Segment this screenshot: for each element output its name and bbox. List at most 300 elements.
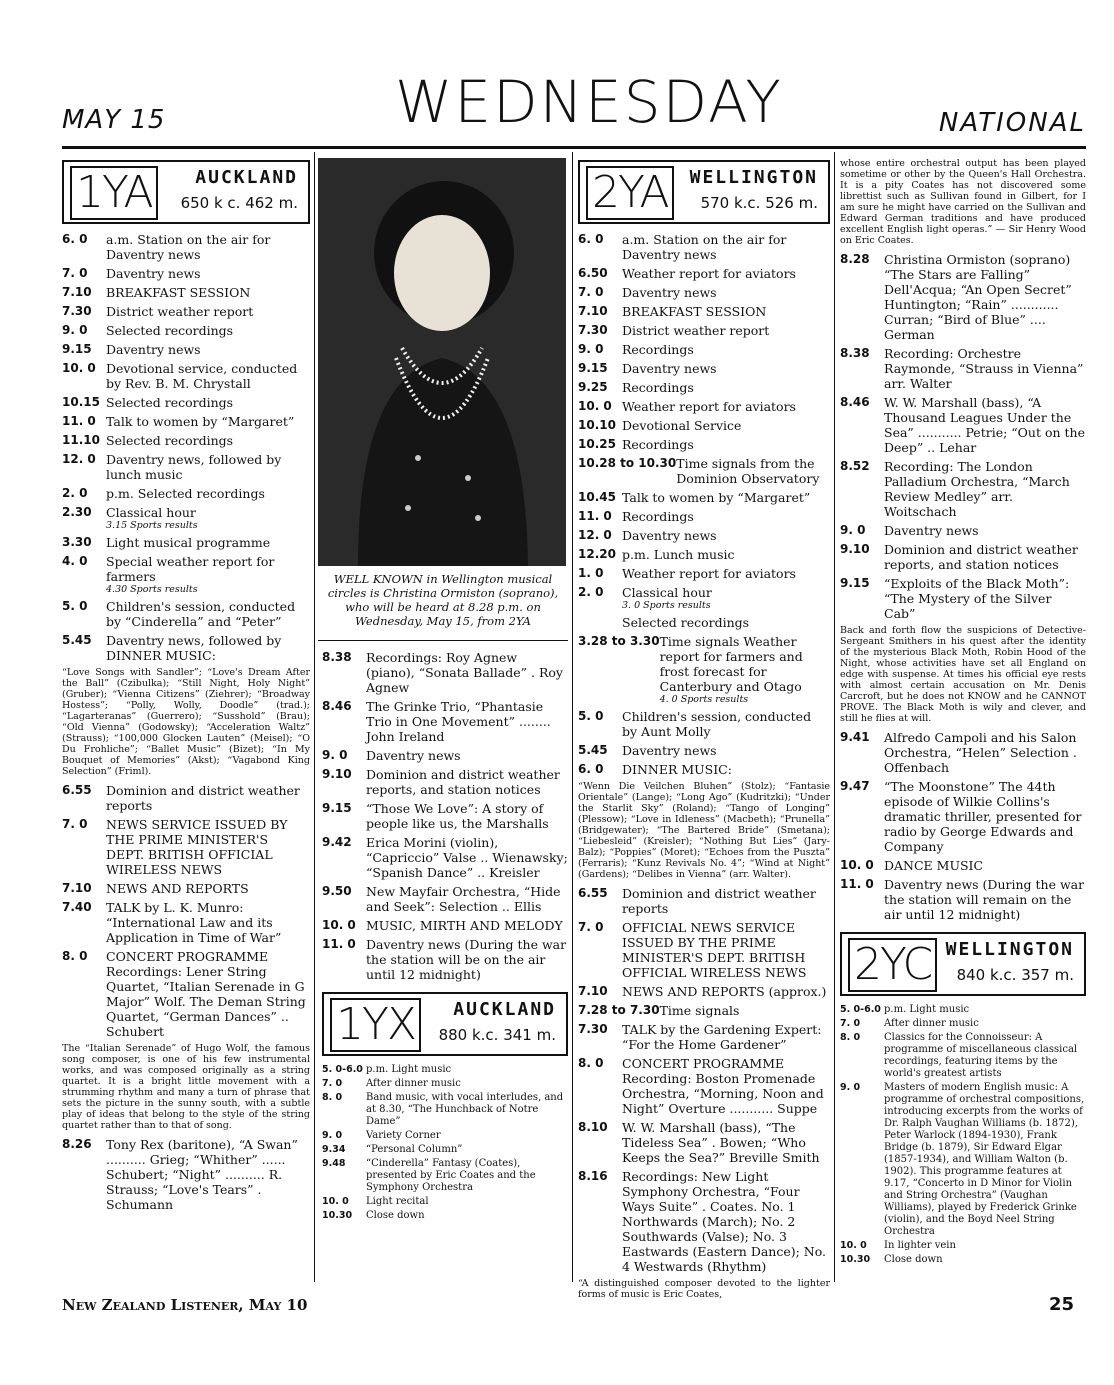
programme-entry	[578, 1022, 830, 1052]
entry-text	[106, 395, 310, 410]
entry-text-main: Alfredo Campoli and his Salon Orchestra, “Helen” Selection . Offenbach	[884, 730, 1077, 775]
entry-time: 5.45	[62, 633, 92, 647]
programme-entry	[322, 650, 568, 695]
programme-entry	[840, 1018, 1086, 1030]
entry-text-main: CONCERT PROGRAMME Recordings: Lener String Quartet, “Italian Serenade in G Major” Wolf. The Deman String Quartet, “German Dances” .. Schubert	[106, 949, 306, 1039]
programme-entry	[578, 1003, 830, 1018]
entry-text-main: Selected recordings	[622, 615, 750, 630]
programme-entry	[62, 1137, 310, 1212]
station-call: 2YA	[586, 166, 674, 220]
entry-text-main: Selected recordings	[106, 433, 234, 448]
programme-entry	[62, 323, 310, 338]
entry-text	[366, 1064, 568, 1076]
entry-time: 2.30	[62, 505, 92, 519]
entry-time: 2. 0	[62, 486, 88, 500]
entry-text	[622, 266, 830, 281]
entry-text	[622, 743, 830, 758]
entry-text	[622, 886, 830, 916]
programme-entry	[578, 266, 830, 281]
station-call: 1YA	[70, 166, 158, 220]
header-date: MAY 15	[62, 105, 166, 135]
entry-text	[884, 459, 1086, 519]
entry-text-main: Dominion and district weather reports	[106, 783, 300, 813]
entry-text-main: After dinner music	[884, 1018, 979, 1029]
programme-entry	[578, 762, 830, 777]
programme-entry	[578, 380, 830, 395]
entry-text	[366, 1144, 568, 1156]
programme-entry	[578, 418, 830, 433]
entry-text	[622, 984, 830, 999]
programme-entry	[62, 361, 310, 391]
entry-text-main: Daventry news	[106, 266, 201, 281]
entry-time: 6.55	[62, 783, 92, 797]
station-box-1yx	[322, 992, 568, 1056]
entry-text	[366, 1210, 568, 1222]
entry-time: 11. 0	[322, 937, 356, 951]
programme-entry	[62, 285, 310, 300]
entry-text	[366, 918, 568, 933]
programme-entry	[62, 395, 310, 410]
programme-entry	[578, 615, 830, 630]
entry-time: 9.48	[322, 1158, 346, 1169]
entry-time: 10.15	[62, 395, 100, 409]
entry-time: 10.10	[578, 418, 616, 432]
entry-text-main: District weather report	[622, 323, 770, 338]
entry-time: 8. 0	[578, 1056, 604, 1070]
entry-text	[622, 490, 830, 505]
entry-time: 10. 0	[578, 399, 612, 413]
entry-text-main: In lighter vein	[884, 1240, 956, 1251]
programme-entry	[322, 1064, 568, 1076]
entry-text-main: TALK by the Gardening Expert: “For the Home Gardener”	[622, 1022, 822, 1052]
programme-entry	[62, 599, 310, 629]
entry-time: 5. 0-6.0	[840, 1004, 881, 1015]
entry-time: 11. 0	[840, 877, 874, 891]
programme-entry	[578, 634, 830, 705]
entry-text-main: Daventry news	[622, 361, 717, 376]
entry-text	[366, 699, 568, 744]
entry-text-main: Daventry news	[884, 523, 979, 538]
entry-text-main: After dinner music	[366, 1078, 461, 1089]
entry-text	[106, 452, 310, 482]
entry-text-main: Selected recordings	[106, 323, 234, 338]
entry-text	[622, 1169, 830, 1274]
dinner-note: “Love Songs with Sandler”; “Love's Dream After the Ball” (Czibulka); “Still Night, Holy Night” (Gruber); “Vienna Citizens” (Ziehrer); “Broadway Hostess”; “Polly, Wolly, Doodle” (trad.); “Lagarteranas” (Guerrero); “Susshold” (Brau); “Old Vienna” (Godowsky); “Acceleration Waltz” (Strauss); “100,000 Glocken Lauten” (Meisel); “O Du Frohliche”; “Ballet Music” (Bizet); “In My Bouquet of Memories” (Akst); “Vagabond King Selection” (Friml).	[62, 667, 310, 777]
entry-text-main: Dominion and district weather reports	[622, 886, 816, 916]
entry-text-main: a.m. Station on the air for Daventry news	[106, 232, 271, 262]
entry-text-main: Recordings	[622, 380, 694, 395]
programme-entry	[578, 490, 830, 505]
programme-entry	[840, 877, 1086, 922]
programme-entry	[840, 779, 1086, 854]
entry-text	[106, 342, 310, 357]
station-box-1ya	[62, 160, 310, 224]
entry-text-main: Devotional service, conducted by Rev. B. M. Chrystall	[106, 361, 298, 391]
programme-entry	[578, 323, 830, 338]
entry-text	[622, 509, 830, 524]
programme-entry	[840, 252, 1086, 342]
entry-text	[106, 323, 310, 338]
entry-text-main: Weather report for aviators	[622, 266, 796, 281]
entry-text-main: BREAKFAST SESSION	[622, 304, 767, 319]
entry-text-main: Daventry news	[106, 342, 201, 357]
programme-entry	[322, 1130, 568, 1142]
entry-text	[884, 1254, 1086, 1266]
programme-entry	[578, 984, 830, 999]
entry-text-main: W. W. Marshall (bass), “The Tideless Sea” . Bowen; “Who Keeps the Sea?” Breville Smith	[622, 1120, 820, 1165]
entry-text	[676, 456, 830, 486]
station-freq: 880 k.c. 341 m.	[438, 1026, 556, 1044]
entry-time: 9.25	[578, 380, 608, 394]
entry-text-main: Classical hour	[106, 505, 196, 520]
entry-text-main: Daventry news (During the war the station will remain on the air until 12 midnight)	[884, 877, 1085, 922]
entry-text	[106, 554, 310, 595]
entry-text	[622, 615, 830, 630]
entry-text	[660, 1003, 830, 1018]
entry-time: 6.50	[578, 266, 608, 280]
entry-time	[578, 615, 622, 630]
entry-text-main: Christina Ormiston (soprano) “The Stars are Falling” Dell'Acqua; “An Open Secret” Huntington; “Rain” ............ Curran; “Bird of Blue” .... German	[884, 252, 1072, 342]
entry-text-main: Devotional Service	[622, 418, 742, 433]
programme-entry	[62, 342, 310, 357]
entry-text-main: Recordings: Roy Agnew (piano), “Sonata Ballade” . Roy Agnew	[366, 650, 563, 695]
entry-text-main: Daventry news	[622, 743, 717, 758]
column-divider	[572, 152, 573, 1282]
programme-entry	[322, 835, 568, 880]
entry-text	[106, 535, 310, 550]
entry-text	[106, 1137, 310, 1212]
station-city: AUCKLAND	[195, 167, 298, 188]
entry-time: 9.50	[322, 884, 352, 898]
entry-subnote: 3.15 Sports results	[106, 520, 198, 531]
photo-caption: WELL KNOWN in Wellington musical circles is Christina Ormiston (soprano), who will be heard at 8.28 p.m. on Wednesday, May 15, from 2YA	[327, 572, 559, 628]
entry-time: 7.10	[62, 881, 92, 895]
station-box-2ya	[578, 160, 830, 224]
dinner-note: “Wenn Die Veilchen Bluhen” (Stolz); “Fantasie Orientale” (Lange); “Long Ago” (Kudritzki); “Under the Starlit Sky” (Roland); “Tango of Longing” (Plessow); “Love in Idleness” (Macbeth); “Prunella” (Bridgewater); “The Bartered Bride” (Smetana); “Liebesleid” (Kreisler); “Nothing But Lies” (Jary-Balz); “Poppies” (Moret); “Echoes from the Puszta” (Ferraris); “Kunz Revivals No. 4”; “Wind at Night” (Gardens); “Delibes in Vienna” (arr. Walter).	[578, 781, 830, 880]
entry-text	[884, 779, 1086, 854]
entry-time: 12. 0	[62, 452, 96, 466]
entry-time: 9.15	[322, 801, 352, 815]
entry-text-main: Selected recordings	[106, 395, 234, 410]
entry-text	[106, 361, 310, 391]
entry-time: 9. 0	[578, 342, 604, 356]
entry-text	[366, 1130, 568, 1142]
entry-text-main: “Exploits of the Black Moth”: “The Mystery of the Silver Cab”	[884, 576, 1070, 621]
entry-text	[106, 232, 310, 262]
footer-page-number: 25	[1048, 1294, 1074, 1315]
entry-time: 9. 0	[62, 323, 88, 337]
entry-text	[106, 881, 310, 896]
entry-time: 10. 0	[322, 918, 356, 932]
entry-text-main: Daventry news, followed by DINNER MUSIC:	[106, 633, 282, 663]
programme-entry	[578, 509, 830, 524]
programme-entry	[62, 633, 310, 663]
entry-text-main: Recordings	[622, 437, 694, 452]
programme-entry	[578, 1056, 830, 1116]
entry-time: 7. 0	[62, 817, 88, 831]
entry-time: 8.52	[840, 459, 870, 473]
entry-subnote: 3. 0 Sports results	[622, 600, 711, 611]
entry-text	[366, 1196, 568, 1208]
programme-entry	[322, 937, 568, 982]
entry-text-main: Children's session, conducted by Aunt Molly	[622, 709, 812, 739]
portrait-photo	[318, 158, 566, 566]
entry-text-main: Dominion and district weather reports, and station notices	[884, 542, 1078, 572]
programme-entry	[322, 884, 568, 914]
programme-entry	[578, 399, 830, 414]
programme-entry	[62, 949, 310, 1039]
entry-text-main: Children's session, conducted by “Cinderella” and “Peter”	[106, 599, 296, 629]
entry-text-main: TALK by L. K. Munro: “International Law and its Application in Time of War”	[106, 900, 282, 945]
entry-time: 10. 0	[840, 858, 874, 872]
header-day: WEDNESDAY	[395, 68, 783, 136]
programme-entry	[322, 1078, 568, 1090]
programme-entry	[840, 1082, 1086, 1238]
entry-time: 7.30	[62, 304, 92, 318]
entry-text-main: New Mayfair Orchestra, “Hide and Seek”: Selection .. Ellis	[366, 884, 561, 914]
entry-time: 10.30	[322, 1210, 353, 1221]
entry-text	[884, 523, 1086, 538]
entry-time: 9.15	[62, 342, 92, 356]
entry-text	[106, 505, 310, 531]
entry-time: 10. 0	[62, 361, 96, 375]
entry-time: 10. 0	[322, 1196, 349, 1207]
entry-text-main: Masters of modern English music: A programme of orchestral compositions, introducing excerpts from the works of Dr. Ralph Vaughan Williams (b. 1872), Peter Warlock (1894-1930), Frank Bridge (b. 1879), Sir Edward Elgar (1857-1934), and William Walton (b. 1902). This programme features at 9.17, “Concerto in D Minor for Violin and String Orchestra” (Vaughan Williams), played by Frederick Grinke (violin), and the Boyd Neel String Orchestra	[884, 1082, 1085, 1237]
entry-text	[622, 232, 830, 262]
entry-time: 7. 0	[322, 1078, 343, 1089]
programme-entry	[322, 1144, 568, 1156]
entry-time: 7.30	[578, 323, 608, 337]
entry-time: 12.20	[578, 547, 616, 561]
entry-text	[622, 342, 830, 357]
station-call: 2YC	[848, 938, 937, 992]
entry-time: 9.41	[840, 730, 870, 744]
entry-text-main: NEWS AND REPORTS	[106, 881, 249, 896]
entry-time: 5. 0	[578, 709, 604, 723]
entry-text-main: Time signals	[659, 1003, 740, 1018]
column-2ya	[578, 160, 830, 1306]
entry-text	[366, 835, 568, 880]
station-city: WELLINGTON	[945, 939, 1074, 960]
programme-entry	[840, 1032, 1086, 1080]
programme-entry	[62, 433, 310, 448]
entry-text-main: “Personal Column”	[366, 1144, 463, 1155]
entry-time: 12. 0	[578, 528, 612, 542]
programme-entry	[62, 817, 310, 877]
moth-note: Back and forth flow the suspicions of Detective-Sergeant Smithers in his quest after the identity of the mysterious Black Moth, Robin Hood of the Night, whose activities have set all England on edge with suspense. At times his official eye rests with almost certain accusation on Mr. Denis Carcroft, but he does not KNOW and he CANNOT PROVE. The Black Moth is wily and clever, and still he flies at will.	[840, 625, 1086, 724]
station-city: WELLINGTON	[689, 167, 818, 188]
entry-text	[106, 414, 310, 429]
coates-note-cont: whose entire orchestral output has been played sometime or other by the Queen's Hall Orchestra. It is a pity Coates has not discovered some librettist such as Sullivan found in Gilbert, for I am sure he might have carried on the Sullivan and Edward German traditions and have produced excellent English light operas.” — Sir Henry Wood on Eric Coates.	[840, 158, 1086, 246]
column-right	[840, 158, 1086, 1268]
entry-text-main: Recordings	[622, 509, 694, 524]
entry-text	[884, 1032, 1086, 1080]
entry-text-main: Recording: Orchestre Raymonde, “Strauss in Vienna” arr. Walter	[884, 346, 1084, 391]
programme-entry	[322, 767, 568, 797]
entry-text	[106, 633, 310, 663]
entry-text	[622, 437, 830, 452]
entry-time: 5. 0-6.0	[322, 1064, 363, 1075]
entry-time: 8. 0	[840, 1032, 861, 1043]
programme-entry	[578, 528, 830, 543]
entry-text	[106, 900, 310, 945]
entry-time: 9.47	[840, 779, 870, 793]
entry-text-main: BREAKFAST SESSION	[106, 285, 251, 300]
entry-time: 2. 0	[578, 585, 604, 599]
programme-entry	[322, 1210, 568, 1222]
entry-text-main: MUSIC, MIRTH AND MELODY	[366, 918, 563, 933]
programme-entry	[578, 743, 830, 758]
entry-text	[106, 433, 310, 448]
entry-time: 10.30	[840, 1254, 871, 1265]
entry-text	[366, 748, 568, 763]
entry-time: 8.46	[840, 395, 870, 409]
station-freq: 650 k c. 462 m.	[180, 194, 298, 212]
station-freq: 570 k.c. 526 m.	[700, 194, 818, 212]
entry-time: 8. 0	[322, 1092, 343, 1103]
entry-text-main: p.m. Light music	[366, 1064, 452, 1075]
entry-text-main: Variety Corner	[366, 1130, 441, 1141]
entry-text-main: Daventry news, followed by lunch music	[106, 452, 282, 482]
entry-text	[622, 566, 830, 581]
entry-text	[622, 1056, 830, 1116]
entry-time: 7.10	[578, 304, 608, 318]
entry-text-main: NEWS AND REPORTS (approx.)	[622, 984, 827, 999]
entry-text-main: Weather report for aviators	[622, 399, 796, 414]
entry-text-main: Band music, with vocal interludes, and at 8.30, “The Hunchback of Notre Dame”	[366, 1092, 564, 1127]
entry-time: 11.10	[62, 433, 100, 447]
entry-time: 7.28 to 7.30	[578, 1003, 660, 1017]
entry-text	[622, 528, 830, 543]
entry-subnote: 4.30 Sports results	[106, 584, 198, 595]
entry-text	[622, 1120, 830, 1165]
entry-text-main: OFFICIAL NEWS SERVICE ISSUED BY THE PRIME MINISTER'S DEPT. BRITISH OFFICIAL WIRELESS NEWS	[622, 920, 807, 980]
entry-text-main: District weather report	[106, 304, 254, 319]
entry-text-main: CONCERT PROGRAMME Recording: Boston Promenade Orchestra, “Morning, Noon and Night” Overture ........... Suppe	[622, 1056, 824, 1116]
column-mid	[322, 650, 568, 1224]
entry-time: 8.38	[322, 650, 352, 664]
entry-text-main: The Grinke Trio, “Phantasie Trio in One Movement” ........ John Ireland	[366, 699, 551, 744]
programme-entry	[578, 1120, 830, 1165]
programme-entry	[578, 342, 830, 357]
programme-entry	[62, 881, 310, 896]
entry-text	[884, 1004, 1086, 1016]
entry-time: 10.45	[578, 490, 616, 504]
entry-time: 8.16	[578, 1169, 608, 1183]
programme-entry	[840, 346, 1086, 391]
entry-text-main: Classical hour	[622, 585, 712, 600]
entry-text-main: Recordings: New Light Symphony Orchestra, “Four Ways Suite” . Coates. No. 1 Northwards (March); No. 2 Southwards (Valse); No. 3 Eastwards (Eastern Dance); No. 4 Westwards (Rhythm)	[622, 1169, 827, 1274]
entry-text-main: “Cinderella” Fantasy (Coates), presented by Eric Coates and the Symphony Orchestra	[366, 1158, 536, 1193]
entry-text	[884, 346, 1086, 391]
programme-entry	[322, 699, 568, 744]
entry-time: 8.38	[840, 346, 870, 360]
entry-text-main: Recordings	[622, 342, 694, 357]
entry-text	[884, 576, 1086, 621]
entry-text	[622, 323, 830, 338]
programme-entry	[322, 1196, 568, 1208]
entry-text	[366, 1158, 568, 1194]
entry-text	[106, 285, 310, 300]
entry-time: 8.28	[840, 252, 870, 266]
programme-entry	[62, 783, 310, 813]
column-divider	[834, 152, 835, 1282]
entry-text	[106, 817, 310, 877]
entry-time: 5. 0	[62, 599, 88, 613]
entry-text-main: Talk to women by “Margaret”	[622, 490, 811, 505]
caption-rule	[318, 640, 568, 641]
entry-time: 11. 0	[62, 414, 96, 428]
entry-text	[366, 767, 568, 797]
entry-text	[366, 1078, 568, 1090]
entry-time: 7. 0	[62, 266, 88, 280]
wolf-note: The “Italian Serenade” of Hugo Wolf, the famous song composer, is one of his few instrumental works, and was composed originally as a string quartet. It is a bright little movement with a strumming rhythm and many a turn of phrase that sets the picture in the sunny south, with a subtle play of ideas that belong to the style of the string quartet rather than to that of song.	[62, 1043, 310, 1131]
programme-entry	[578, 285, 830, 300]
programme-entry	[840, 730, 1086, 775]
entry-text	[622, 285, 830, 300]
entry-text-main: Weather report for aviators	[622, 566, 796, 581]
entry-text	[366, 884, 568, 914]
programme-entry	[62, 486, 310, 501]
column-divider	[314, 152, 315, 1282]
entry-text-main: p.m. Selected recordings	[106, 486, 265, 501]
entry-time: 9.15	[840, 576, 870, 590]
footer-publication: New Zealand Listener, May 10	[62, 1296, 308, 1314]
programme-entry	[578, 709, 830, 739]
station-call: 1YX	[330, 998, 421, 1052]
entry-text-main: Close down	[884, 1254, 943, 1265]
programme-entry	[322, 1092, 568, 1128]
entry-text-main: a.m. Station on the air for Daventry news	[622, 232, 787, 262]
entry-time: 3.28 to 3.30	[578, 634, 660, 648]
programme-entry	[578, 566, 830, 581]
entry-time: 9.10	[322, 767, 352, 781]
programme-entry	[322, 801, 568, 831]
entry-text	[622, 380, 830, 395]
entry-text	[366, 1092, 568, 1128]
entry-text-main: Special weather report for farmers	[106, 554, 275, 584]
entry-time: 11. 0	[578, 509, 612, 523]
entry-time: 8.10	[578, 1120, 608, 1134]
entry-time: 9. 0	[840, 523, 866, 537]
programme-entry	[322, 748, 568, 763]
entry-time: 9.15	[578, 361, 608, 375]
entry-text	[622, 547, 830, 562]
entry-text	[884, 252, 1086, 342]
entry-time: 7.40	[62, 900, 92, 914]
entry-time: 9.10	[840, 542, 870, 556]
entry-text-main: p.m. Light music	[884, 1004, 970, 1015]
programme-entry	[322, 1158, 568, 1194]
entry-subnote: 4. 0 Sports results	[659, 694, 749, 705]
entry-text	[884, 1240, 1086, 1252]
entry-time: 7. 0	[578, 920, 604, 934]
station-box-2yc	[840, 932, 1086, 996]
entry-text	[622, 762, 830, 777]
programme-entry	[62, 535, 310, 550]
entry-text	[366, 650, 568, 695]
entry-text-main: Daventry news	[622, 285, 717, 300]
entry-time: 9.42	[322, 835, 352, 849]
entry-text-main: p.m. Lunch music	[622, 547, 735, 562]
entry-text	[622, 418, 830, 433]
programme-entry	[840, 459, 1086, 519]
entry-time: 1. 0	[578, 566, 604, 580]
entry-text	[366, 937, 568, 982]
programme-entry	[840, 1004, 1086, 1016]
programme-entry	[578, 547, 830, 562]
entry-time: 9. 0	[322, 748, 348, 762]
